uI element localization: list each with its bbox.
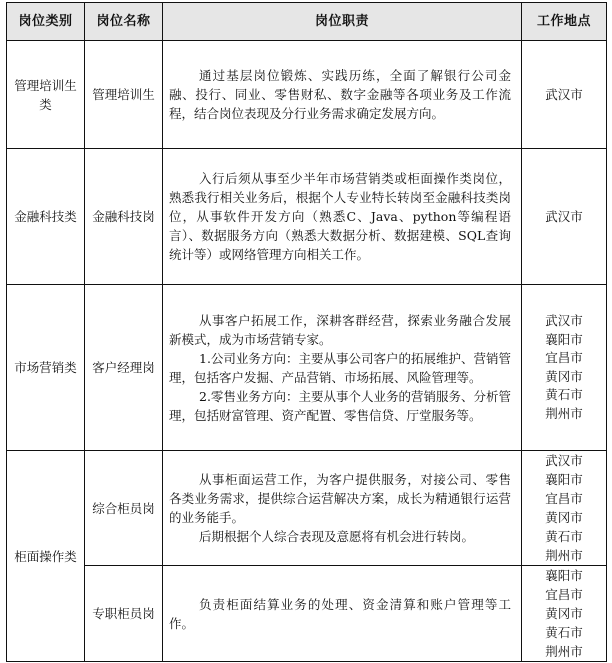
header-category: 岗位类别 [7, 3, 85, 41]
location-text: 黄石市 [545, 387, 583, 402]
location-text: 荆州市 [545, 644, 583, 659]
location-text: 黄石市 [545, 529, 583, 544]
position-name-text: 综合柜员岗 [92, 500, 155, 516]
location-cell [522, 566, 607, 662]
location-text: 黄冈市 [545, 606, 583, 621]
duties-cell [163, 566, 522, 662]
category-cell [7, 41, 85, 149]
duties-cell [163, 451, 522, 566]
category-cell [7, 451, 85, 662]
duties-cell [163, 41, 522, 149]
location-text: 襄阳市 [545, 331, 583, 347]
location-text: 武汉市 [545, 87, 583, 102]
location-text: 黄石市 [545, 625, 583, 640]
duty-paragraph: 后期根据个人综合表现及意愿将有机会进行转岗。 [199, 529, 475, 544]
header-duties: 岗位职责 [163, 3, 522, 41]
table-row [7, 41, 607, 149]
category-text: 管理培训生类 [14, 77, 77, 112]
location-text: 黄冈市 [545, 510, 583, 525]
location-text: 武汉市 [545, 313, 583, 328]
table-row [7, 566, 607, 662]
location-text: 襄阳市 [545, 472, 583, 487]
duty-paragraph: 入行后须从事至少半年市场营销类或柜面操作类岗位，熟悉我行相关业务后，根据个人专业特长转岗至金融科技类岗位，从事软件开发方向（熟悉C、Java、python等编程语言）、数据服务方向（熟悉大数据分析、数据建模、SQL查询统计等）或网络管理方向相关工作。 [169, 171, 511, 262]
duty-paragraph: 从事客户拓展工作，深耕客群经营，探索业务融合发展新模式，成为市场营销专家。 [169, 312, 511, 347]
duty-paragraph: 通过基层岗位锻炼、实践历练，全面了解银行公司金融、投行、同业、零售财私、数字金融等各项业务及工作流程，结合岗位表现及分行业务需求确定发展方向。 [169, 68, 511, 121]
position-name-cell [85, 285, 163, 451]
header-location: 工作地点 [522, 3, 607, 41]
duty-paragraph: 负责柜面结算业务的处理、资金清算和账户管理等工作。 [169, 596, 511, 631]
position-name-text: 专职柜员岗 [92, 606, 155, 621]
location-text: 武汉市 [545, 209, 583, 224]
duties-cell [163, 149, 522, 285]
duty-paragraph: 从事柜面运营工作，为客户提供服务，对接公司、零售各类业务需求，提供综合运营解决方案，成长为精通银行运营的业务能手。 [169, 472, 511, 525]
location-text: 宜昌市 [545, 587, 583, 602]
location-cell [522, 451, 607, 566]
location-text: 黄冈市 [545, 368, 583, 384]
location-cell [522, 41, 607, 149]
position-name-cell [85, 149, 163, 285]
position-name-text: 金融科技岗 [92, 209, 155, 224]
position-name-text: 客户经理岗 [92, 360, 155, 375]
header-row [7, 3, 607, 41]
category-text: 市场营销类 [14, 360, 77, 375]
category-cell [7, 285, 85, 451]
position-name-cell [85, 41, 163, 149]
location-text: 襄阳市 [545, 568, 583, 583]
duty-paragraph: 1.公司业务方向：主要从事公司客户的拓展维护、营销管理，包括客户发掘、产品营销、市场拓展、风险管理等。 [169, 350, 511, 385]
location-text: 宜昌市 [545, 350, 583, 365]
category-cell [7, 149, 85, 285]
location-text: 荆州市 [545, 405, 583, 421]
location-text: 武汉市 [545, 453, 583, 468]
position-name-text: 管理培训生 [92, 87, 155, 102]
category-text: 柜面操作类 [14, 548, 77, 564]
positions-table [6, 2, 607, 662]
table-row [7, 285, 607, 451]
location-text: 荆州市 [545, 548, 583, 563]
header-name: 岗位名称 [85, 3, 163, 41]
location-cell [522, 149, 607, 285]
table-row [7, 451, 607, 566]
location-text: 宜昌市 [545, 491, 583, 506]
category-text: 金融科技类 [14, 209, 77, 224]
position-name-cell [85, 451, 163, 566]
table-row [7, 149, 607, 285]
duty-paragraph: 2.零售业务方向：主要从事个人业务的营销服务、分析管理，包括财富管理、资产配置、零售信贷、厅堂服务等。 [169, 388, 511, 423]
location-cell [522, 285, 607, 451]
position-name-cell [85, 566, 163, 662]
duties-cell [163, 285, 522, 451]
